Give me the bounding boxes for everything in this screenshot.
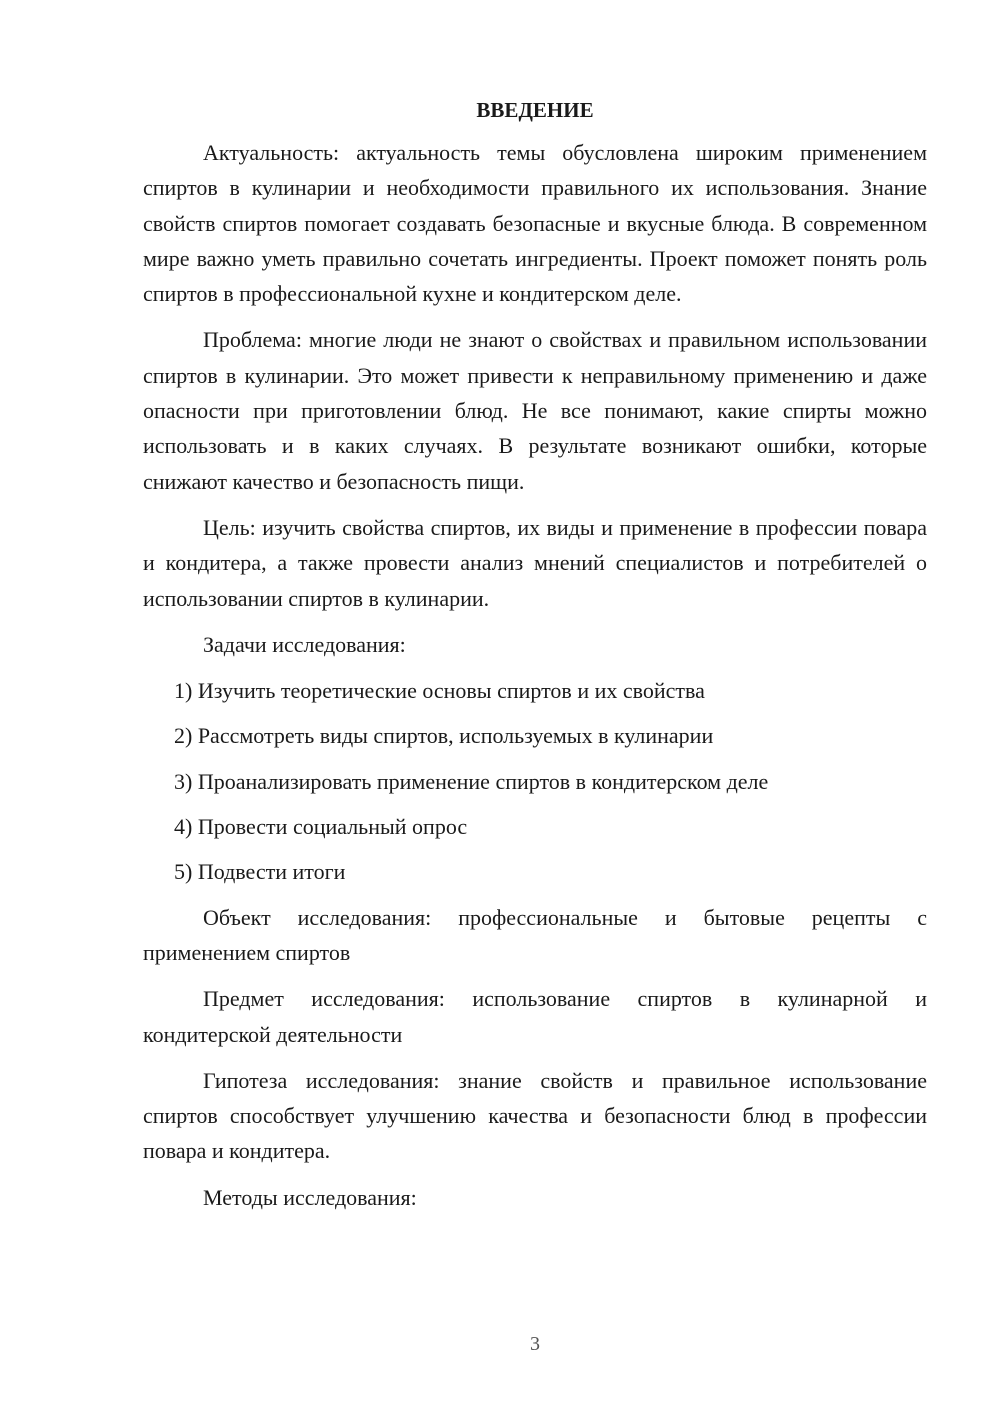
list-item: 3) Проанализировать применение спиртов в кондитерском деле <box>174 768 769 794</box>
object-paragraph: Объект исследования: профессиональные и бытовые рецепты с применением спиртов <box>143 904 927 965</box>
methods-heading: Методы исследования: <box>203 1184 417 1210</box>
page-content <box>143 92 927 1226</box>
list-item: 1) Изучить теоретические основы спиртов и их свойства <box>174 678 705 704</box>
hypothesis-paragraph: Гипотеза исследования: знание свойств и правильное использование спиртов способствует улучшению качества и безопасности блюд в профессии повара и кондитера. <box>143 1067 927 1164</box>
list-item: 5) Подвести итоги <box>174 859 346 885</box>
relevance-paragraph: Актуальность: актуальность темы обусловлена широким применением спиртов в кулинарии и необходимости правильного их использования. Знание свойств спиртов помогает создавать безопасные и вкусные блюда. В современном мире важно уметь правильно сочетать ингредиенты. Проект поможет понять роль спиртов в профессиональной кухне и кондитерском деле. <box>143 140 927 307</box>
page-number: 3 <box>530 1333 540 1355</box>
list-item: 4) Провести социальный опрос <box>174 814 468 840</box>
goal-paragraph: Цель: изучить свойства спиртов, их виды и применение в профессии повара и кондитера, а также провести анализ мнений специалистов и потребителей о использовании спиртов в кулинарии. <box>143 514 927 611</box>
tasks-heading: Задачи исследования: <box>203 631 406 657</box>
list-item: 2) Рассмотреть виды спиртов, используемых в кулинарии <box>174 723 714 749</box>
tasks-list <box>143 673 927 889</box>
problem-paragraph: Проблема: многие люди не знают о свойствах и правильном использовании спиртов в кулинарии. Это может привести к неправильному применению и даже опасности при приготовлении блюд. Не все понимают, какие спирты можно использовать и в каких случаях. В результате возникают ошибки, которые снижают качество и безопасность пищи. <box>143 327 927 494</box>
section-title: ВВЕДЕНИЕ <box>476 98 594 122</box>
subject-paragraph: Предмет исследования: использование спиртов в кулинарной и кондитерской деятельности <box>143 986 927 1047</box>
